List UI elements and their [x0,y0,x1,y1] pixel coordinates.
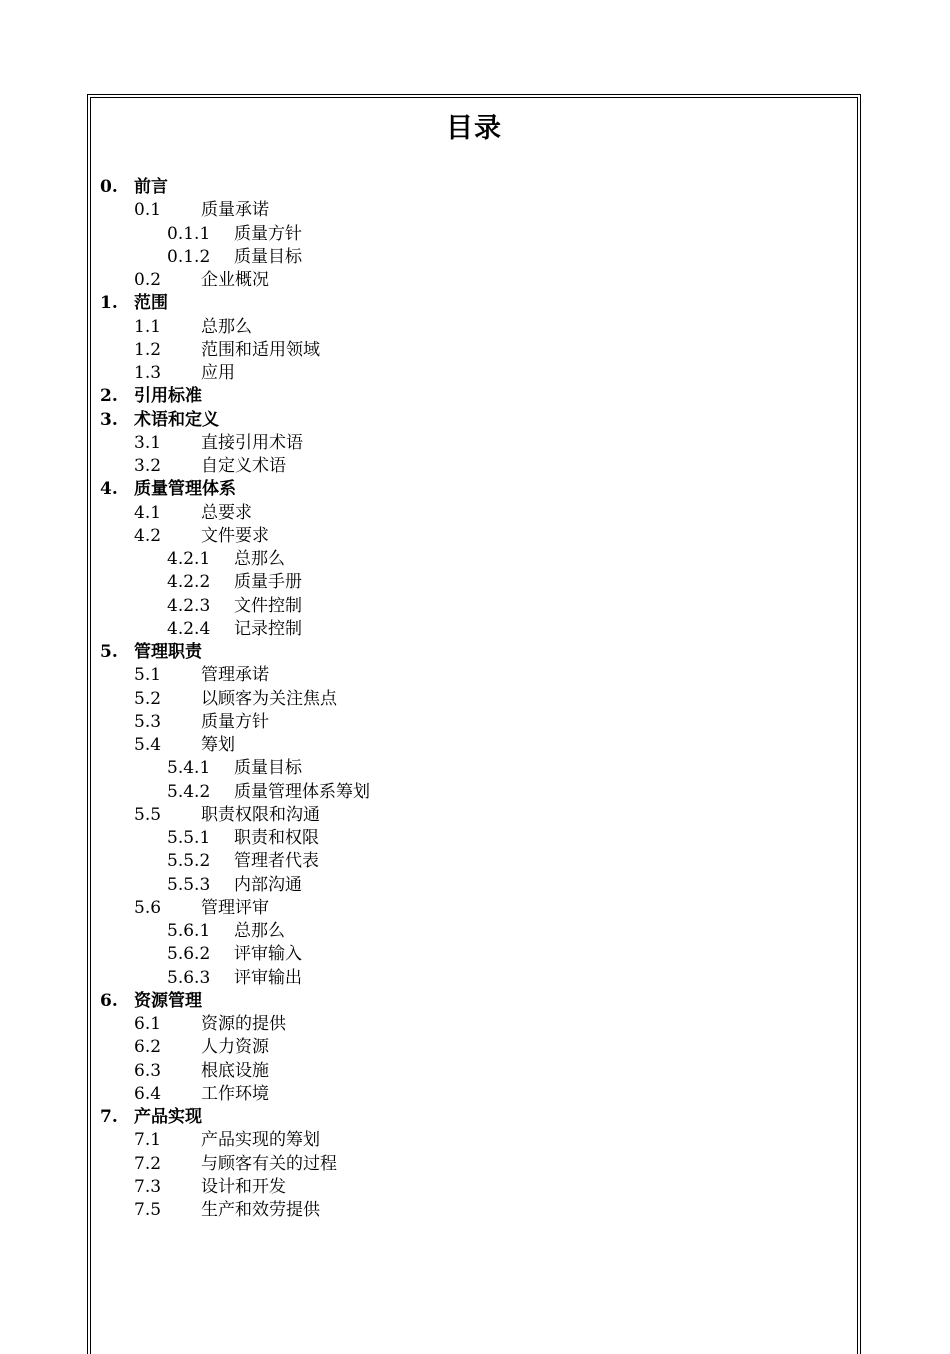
toc-entry-label: 总那么 [234,921,285,941]
toc-entry-label: 直接引用术语 [201,432,303,453]
toc-entry-label: 管理评审 [201,897,269,918]
toc-entry-number: 7.1 [134,1130,162,1151]
toc-entry-number: 5.5.1 [167,828,211,848]
toc-entry [91,316,857,339]
toc-entry-label: 以顾客为关注焦点 [201,688,337,709]
toc-entry-label: 设计和开发 [201,1176,286,1197]
toc-entry-label: 质量目标 [234,246,302,267]
toc-entry [91,595,857,618]
toc-entry-label: 内部沟通 [234,874,302,895]
toc-entry-number: 0.1.1 [167,223,211,244]
toc-entry [91,734,857,757]
toc-entry [91,571,857,594]
toc-entry [91,1060,857,1083]
table-of-contents [91,176,857,1222]
toc-entry-label: 管理承诺 [201,665,269,686]
toc-entry-label: 评审输入 [234,944,302,965]
toc-entry [91,920,857,943]
toc-entry [91,432,857,455]
toc-entry-label: 质量承诺 [201,200,269,221]
toc-entry-label: 资源管理 [134,990,202,1011]
toc-entry [91,455,857,478]
toc-entry-label: 产品实现的筹划 [201,1130,320,1151]
toc-entry [91,269,857,292]
toc-entry-number: 5.5.2 [167,851,211,872]
toc-entry-label: 与顾客有关的过程 [201,1153,337,1174]
toc-entry [91,292,857,315]
toc-entry-number: 5.5.3 [167,874,211,895]
toc-entry-number: 5.2 [134,688,162,709]
toc-entry-number: 1.2 [134,339,162,360]
toc-entry-number: 5.6 [134,897,162,918]
toc-entry-label: 筹划 [201,735,235,755]
toc-entry-number: 5. [100,642,118,662]
toc-entry-label: 质量手册 [234,572,302,593]
toc-entry-label: 总那么 [234,549,285,569]
toc-entry-number: 6.3 [134,1060,162,1081]
toc-entry-label: 文件要求 [201,525,269,546]
toc-entry [91,781,857,804]
toc-entry [91,176,857,199]
toc-entry [91,502,857,525]
toc-entry-number: 5.6.2 [167,944,211,965]
toc-entry [91,1129,857,1152]
toc-entry-label: 记录控制 [234,618,302,639]
toc-entry [91,409,857,432]
toc-entry [91,223,857,246]
toc-entry [91,339,857,362]
toc-entry-number: 3. [100,409,118,430]
toc-entry-label: 引用标准 [134,386,202,407]
toc-entry [91,1199,857,1222]
toc-entry-number: 2. [100,386,118,407]
toc-entry-number: 4. [100,479,118,500]
toc-entry-number: 4.2.3 [167,595,211,616]
toc-entry-label: 工作环境 [201,1083,269,1104]
toc-entry-label: 总要求 [201,502,252,523]
toc-entry-number: 6. [100,990,118,1011]
toc-entry-number: 1.3 [134,363,162,383]
toc-entry [91,618,857,641]
toc-entry-number: 5.6.3 [167,967,211,988]
toc-entry [91,199,857,222]
toc-entry [91,1036,857,1059]
toc-entry-label: 资源的提供 [201,1014,286,1034]
toc-entry-label: 评审输出 [234,967,302,988]
toc-entry-label: 文件控制 [234,595,302,616]
toc-entry [91,850,857,873]
toc-entry-number: 4.1 [134,502,162,523]
toc-entry-number: 0. [100,177,118,197]
toc-entry-label: 范围 [134,293,168,314]
toc-entry [91,967,857,990]
toc-entry [91,804,857,827]
toc-entry [91,990,857,1013]
toc-entry-number: 5.4.1 [167,758,211,779]
toc-entry-number: 4.2 [134,525,162,546]
toc-entry-label: 质量管理体系 [134,479,236,500]
toc-entry-label: 根底设施 [201,1060,269,1081]
toc-entry-label: 范围和适用领域 [201,339,320,360]
toc-entry-label: 质量方针 [201,711,269,732]
toc-entry-number: 5.1 [134,665,162,686]
toc-entry-number: 3.2 [134,456,162,476]
toc-entry [91,1153,857,1176]
toc-entry-number: 6.4 [134,1083,162,1104]
toc-entry [91,525,857,548]
toc-entry-label: 职责和权限 [234,828,319,848]
toc-entry [91,897,857,920]
toc-entry-label: 企业概况 [201,270,269,290]
toc-entry-label: 质量方针 [234,223,302,244]
toc-entry-number: 7. [100,1107,118,1127]
toc-entry-number: 4.2.2 [167,572,211,593]
toc-entry-number: 5.5 [134,804,162,825]
toc-entry-number: 5.3 [134,711,162,732]
toc-entry-number: 7.3 [134,1176,162,1197]
toc-entry [91,385,857,408]
toc-entry [91,827,857,850]
toc-entry [91,548,857,571]
document-frame [87,94,861,1354]
toc-entry-number: 0.1 [134,200,162,221]
toc-entry-label: 自定义术语 [201,456,286,476]
toc-entry-number: 4.2.4 [167,618,211,639]
toc-entry [91,478,857,501]
page-title: 目录 [446,113,502,144]
toc-entry-label: 产品实现 [134,1107,202,1127]
toc-entry [91,874,857,897]
toc-entry-number: 7.5 [134,1200,162,1220]
toc-entry [91,711,857,734]
toc-entry-number: 6.1 [134,1014,162,1034]
toc-entry [91,1176,857,1199]
toc-entry [91,641,857,664]
toc-entry-label: 应用 [201,363,235,383]
toc-entry-number: 5.4.2 [167,781,211,802]
toc-entry-label: 管理者代表 [234,851,319,872]
toc-entry [91,757,857,780]
toc-entry [91,688,857,711]
toc-entry-number: 0.1.2 [167,246,211,267]
toc-entry [91,1013,857,1036]
toc-entry-label: 管理职责 [134,642,202,662]
toc-entry [91,1083,857,1106]
toc-entry-label: 前言 [134,177,168,197]
toc-entry [91,246,857,269]
toc-entry-label: 术语和定义 [134,409,219,430]
toc-entry-number: 1. [100,293,118,314]
toc-entry [91,362,857,385]
toc-entry [91,1106,857,1129]
toc-entry-number: 5.6.1 [167,921,211,941]
toc-entry [91,664,857,687]
toc-entry [91,943,857,966]
toc-entry-number: 4.2.1 [167,549,211,569]
toc-entry-number: 7.2 [134,1153,162,1174]
toc-entry-label: 质量管理体系筹划 [234,781,370,802]
toc-entry-label: 质量目标 [234,758,302,779]
toc-entry-number: 5.4 [134,735,162,755]
toc-entry-number: 0.2 [134,270,162,290]
toc-entry-label: 生产和效劳提供 [201,1200,320,1220]
toc-entry-label: 总那么 [201,316,252,337]
toc-entry-label: 职责权限和沟通 [201,804,320,825]
toc-entry-number: 3.1 [134,432,162,453]
toc-entry-label: 人力资源 [201,1037,269,1058]
toc-entry-number: 6.2 [134,1037,162,1058]
toc-entry-number: 1.1 [134,316,162,337]
